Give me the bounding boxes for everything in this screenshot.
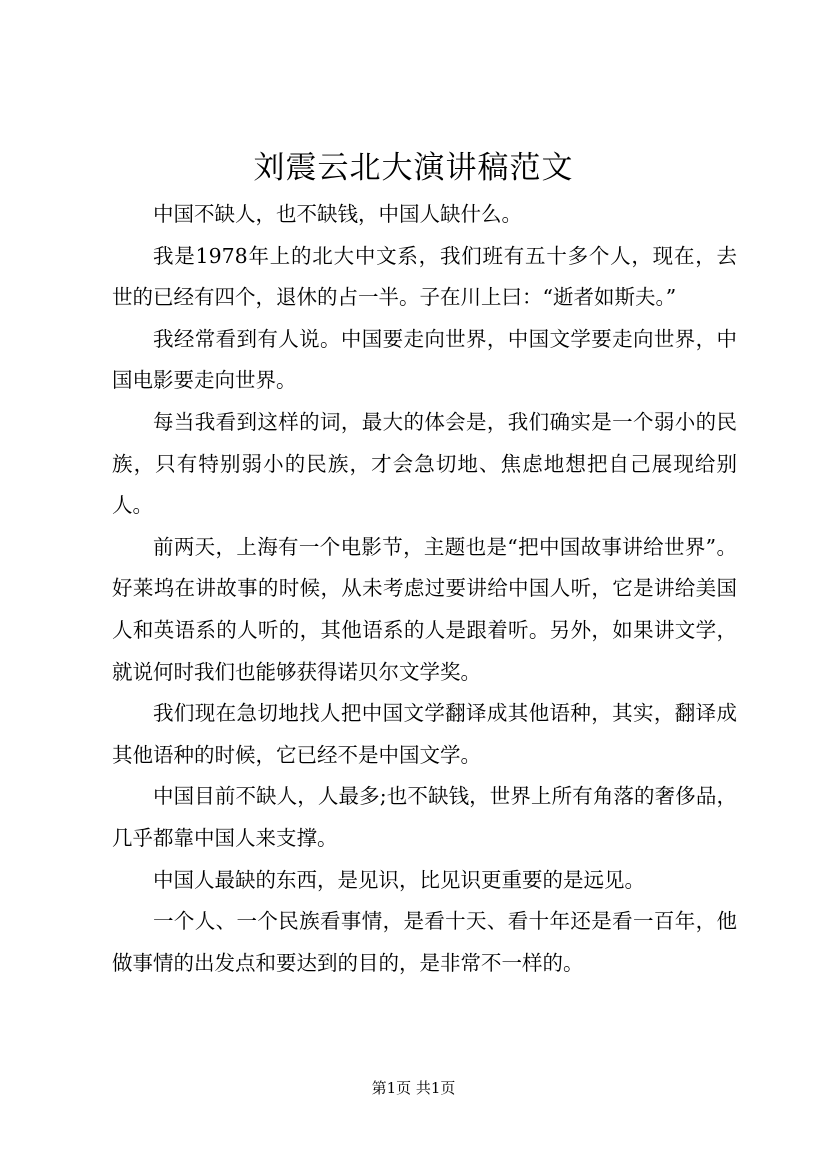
document-body <box>112 194 737 984</box>
page-footer <box>0 1078 827 1098</box>
paragraph: 一个人、一个民族看事情，是看十天、看十年还是看一百年，他做事情的出发点和要达到的目的，是非常不一样的。 <box>112 909 737 975</box>
paragraph: 前两天，上海有一个电影节，主题也是“把中国故事讲给世界”。好莱坞在讲故事的时候，从未考虑过要讲给中国人听，它是讲给美国人和英语系的人听的，其他语系的人是跟着听。另外，如果讲文学，就说何时我们也能够获得诺贝尔文学奖。 <box>112 534 737 684</box>
paragraph: 我是1978年上的北大中文系，我们班有五十多个人，现在，去世的已经有四个，退休的占一半。子在川上曰：“逝者如斯夫。” <box>112 243 737 310</box>
paragraph: 中国不缺人，也不缺钱，中国人缺什么。 <box>153 202 522 226</box>
paragraph: 我经常看到有人说。中国要走向世界，中国文学要走向世界，中国电影要走向世界。 <box>112 326 737 393</box>
paragraph: 我们现在急切地找人把中国文学翻译成其他语种，其实，翻译成其他语种的时候，它已经不是中国文学。 <box>112 701 737 767</box>
paragraph: 每当我看到这样的词，最大的体会是，我们确实是一个弱小的民族，只有特别弱小的民族，才会急切地、焦虑地想把自己展现给别人。 <box>112 409 737 518</box>
paragraph: 中国目前不缺人，人最多;也不缺钱，世界上所有角落的奢侈品，几乎都靠中国人来支撑。 <box>112 784 737 850</box>
page-number-label: 第1页 共1页 <box>371 1079 456 1097</box>
paragraph: 中国人最缺的东西，是见识，比见识更重要的是远见。 <box>153 867 645 892</box>
document-title: 刘震云北大演讲稿范文 <box>253 150 574 186</box>
